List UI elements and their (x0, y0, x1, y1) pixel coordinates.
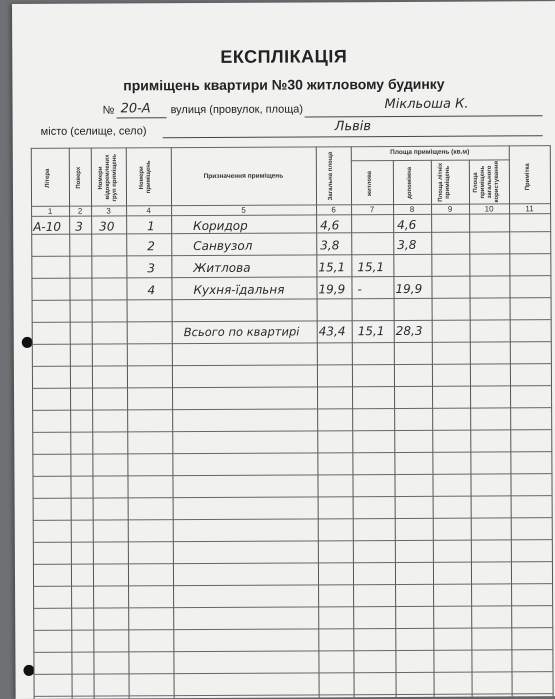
col-number: 9 (447, 204, 453, 214)
row-4-dopomizhna: 19,9 (395, 281, 423, 296)
city-label: місто (селище, село) (40, 125, 147, 138)
row-4-zhytlova: - (357, 282, 362, 297)
col-number: 3 (106, 206, 111, 216)
col-header-poverkh: Поверх (75, 166, 82, 189)
row-3-zahalna: 15,1 (318, 260, 346, 275)
col-number: 2 (77, 206, 83, 216)
col-header-nomery-hrup: Номери відокремлених груп приміщень (97, 153, 119, 202)
row-1-nazva: Коридор (193, 218, 248, 234)
col-number: 1 (47, 206, 53, 216)
number-label: № (102, 104, 115, 117)
explication-table (31, 145, 554, 699)
row-1-dopomizhna: 4,6 (397, 217, 417, 232)
row-4-nazva: Кухня-їдальня (193, 282, 285, 298)
total-dopomizhna: 28,3 (395, 323, 423, 338)
document-sheet (12, 1, 555, 699)
city-value: Львів (334, 119, 372, 135)
city-underline (163, 135, 543, 138)
row-2-nazva: Санвузол (193, 238, 253, 254)
col-header-zahalna: Загальна площа (327, 152, 335, 201)
col-header-prymitka: Примітка (524, 162, 531, 190)
row-3-nomer: 3 (147, 261, 156, 276)
row-2-nomer: 2 (147, 239, 155, 254)
col-number: 8 (409, 204, 415, 214)
col-number: 11 (525, 204, 534, 214)
row-1-nomer: 1 (147, 219, 155, 234)
col-header-area-group: Площа приміщень (кв.м) (390, 148, 470, 157)
col-number: 10 (484, 204, 494, 214)
row-3-nazva: Житлова (193, 260, 251, 276)
col-number: 5 (241, 205, 246, 215)
col-number: 6 (331, 205, 336, 215)
col-header-litera: Літера (44, 168, 51, 188)
row-3-zhytlova: 15,1 (357, 260, 385, 275)
row-1-zahalna: 4,6 (320, 218, 340, 233)
row-1-litera: А-10 (33, 219, 62, 234)
street-value: Мікльоша К. (384, 96, 469, 113)
col-header-dopomizhna: допоміжна (406, 166, 414, 199)
total-label: Всього по квартирі (183, 324, 300, 340)
number-underline (117, 117, 167, 118)
col-header-zahalnoho: Площа приміщень загального користування (472, 161, 501, 203)
row-4-zahalna: 19,9 (318, 282, 346, 297)
row-1-poverkh: 3 (75, 219, 83, 234)
document-subtitle: приміщень квартири №30 житловому будинку (123, 75, 445, 94)
row-4-nomer: 4 (147, 283, 156, 298)
col-number: 7 (369, 205, 375, 215)
row-2-zahalna: 3,8 (320, 238, 340, 253)
row-2-dopomizhna: 3,8 (397, 237, 417, 252)
row-1-hrupa: 30 (99, 219, 115, 234)
document-title: ЕКСПЛІКАЦІЯ (220, 46, 348, 67)
total-zhytlova: 15,1 (357, 324, 385, 339)
street-label: вулиця (провулок, площа) (170, 103, 304, 117)
col-header-zhytlova: житлова (366, 170, 374, 196)
col-number: 4 (146, 206, 151, 216)
col-header-litni: Площа літніх приміщень (437, 163, 452, 203)
col-header-pryznachennia: Призначення приміщень (203, 172, 284, 180)
total-zahalna: 43,4 (318, 324, 346, 339)
street-underline (305, 115, 543, 117)
house-number-value: 20-А (120, 101, 151, 117)
col-header-nomery-prym: Номери приміщень (138, 160, 152, 194)
